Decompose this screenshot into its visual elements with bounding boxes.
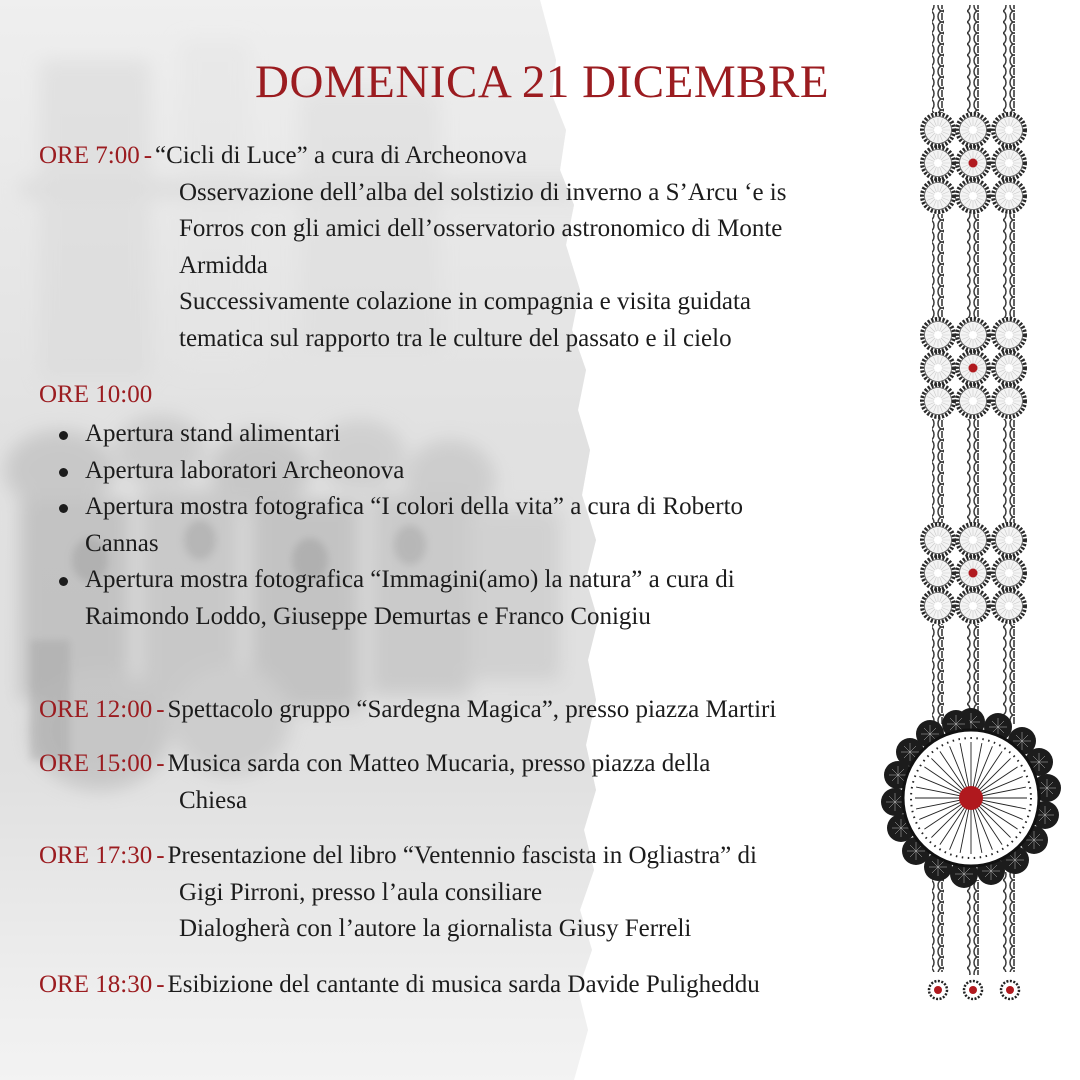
separator: - bbox=[156, 971, 165, 998]
time-label: ORE 10:00 bbox=[39, 381, 153, 408]
rosette-cluster-3 bbox=[922, 524, 1025, 622]
event-line: tematica sul rapporto tra le culture del passato e il cielo bbox=[179, 324, 732, 352]
schedule-item-1000 bbox=[39, 377, 152, 414]
separator: - bbox=[156, 842, 165, 869]
drop-pendants bbox=[929, 981, 1019, 999]
event-line: Osservazione dell’alba del solstizio di inverno a S’Arcu ‘e is bbox=[179, 178, 787, 206]
event-line: Forros con gli amici dell’osservatorio astronomico di Monte bbox=[179, 215, 783, 242]
schedule-item-1500 bbox=[39, 746, 710, 819]
separator: - bbox=[156, 696, 165, 723]
schedule-item-1730 bbox=[39, 838, 757, 948]
list-item: Apertura mostra fotografica “I colori della vita” a cura di Roberto Cannas bbox=[55, 489, 743, 562]
list-item: Apertura mostra fotografica “Immagini(amo) la natura” a cura di Raimondo Loddo, Giuseppe Demurtas e Franco Conigiu bbox=[55, 562, 743, 635]
medallion bbox=[881, 708, 1061, 888]
event-line: Presentazione del libro “Ventennio fascista in Ogliastra” di bbox=[167, 842, 757, 869]
time-label: ORE 17:30 bbox=[39, 842, 153, 869]
time-label: ORE 12:00 bbox=[39, 696, 153, 723]
time-label: ORE 7:00 bbox=[39, 142, 140, 169]
schedule-item-0700 bbox=[39, 138, 786, 357]
event-line: Esibizione del cantante di musica sarda Davide Puligheddu bbox=[167, 971, 760, 998]
event-line: Successivamente colazione in compagnia e visita guidata bbox=[179, 288, 752, 315]
bullet-list bbox=[55, 416, 743, 635]
separator: - bbox=[156, 750, 165, 777]
event-line: Spettacolo gruppo “Sardegna Magica”, presso piazza Martiri bbox=[167, 696, 777, 723]
filigree-jewelry-icon bbox=[880, 0, 1080, 1010]
time-label: ORE 15:00 bbox=[39, 750, 153, 777]
page-title: DOMENICA 21 DICEMBRE bbox=[255, 56, 830, 108]
event-line: Gigi Pirroni, presso l’aula consiliare bbox=[179, 878, 543, 906]
event-line: Chiesa bbox=[179, 786, 248, 814]
event-line: Armidda bbox=[179, 251, 268, 279]
schedule-item-1830 bbox=[39, 967, 760, 1004]
time-label: ORE 18:30 bbox=[39, 971, 153, 998]
list-item: Apertura stand alimentari bbox=[55, 416, 743, 453]
event-line: Musica sarda con Matteo Mucaria, presso piazza della bbox=[167, 750, 711, 777]
rosette-cluster-2 bbox=[922, 319, 1025, 417]
list-item: Apertura laboratori Archeonova bbox=[55, 453, 743, 490]
event-line: Dialogherà con l’autore la giornalista Giusy Ferreli bbox=[179, 915, 692, 942]
schedule-item-1200 bbox=[39, 692, 776, 729]
separator: - bbox=[143, 142, 153, 169]
event-line: “Cicli di Luce” a cura di Archeonova bbox=[155, 142, 528, 169]
rosette-cluster-1 bbox=[922, 114, 1025, 212]
